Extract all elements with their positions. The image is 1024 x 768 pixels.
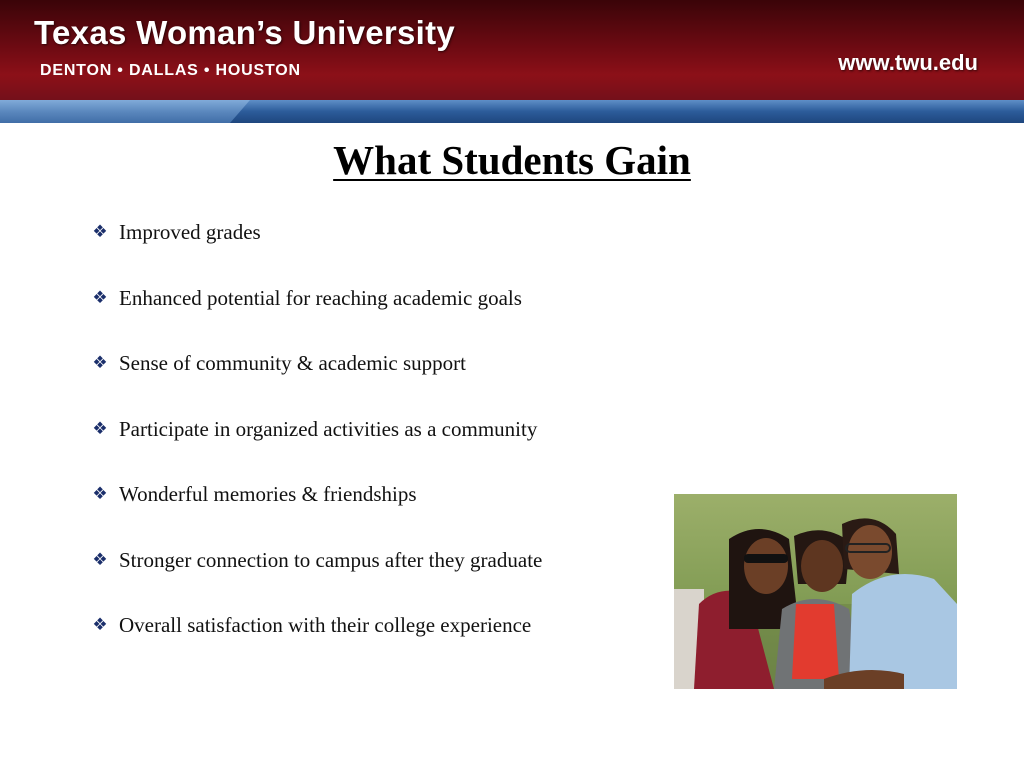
list-item (88, 607, 542, 673)
university-url: www.twu.edu (838, 50, 978, 75)
diamond-bullet-icon: ❖ (92, 287, 108, 307)
university-name: Texas Woman’s University (34, 14, 456, 51)
list-item (88, 345, 542, 411)
diamond-bullet-icon: ❖ (92, 418, 108, 438)
bullet-text: Wonderful memories & friendships (119, 482, 417, 506)
bullet-text: Stronger connection to campus after they graduate (119, 547, 543, 572)
list-item (88, 411, 542, 477)
bullet-text: Improved grades (119, 220, 261, 244)
bullet-text: Overall satisfaction with their college experience (119, 613, 532, 637)
bullet-text: Enhanced potential for reaching academic goals (119, 285, 522, 310)
diamond-bullet-icon: ❖ (92, 615, 108, 634)
diamond-bullet-icon: ❖ (92, 484, 108, 503)
header-stripe-highlight (0, 100, 250, 123)
campus-list: DENTON • DALLAS • HOUSTON (40, 62, 301, 79)
students-photo (674, 494, 957, 689)
list-item (88, 476, 542, 542)
bullet-list (88, 214, 542, 673)
list-item (88, 542, 542, 608)
diamond-bullet-icon: ❖ (92, 353, 108, 372)
bullet-text: Participate in organized activities as a community (119, 416, 538, 441)
diamond-bullet-icon: ❖ (92, 549, 108, 569)
list-item (88, 280, 542, 346)
diamond-bullet-icon: ❖ (92, 222, 108, 241)
bullet-text: Sense of community & academic support (119, 351, 467, 375)
slide-title: What Students Gain (333, 137, 691, 183)
list-item (88, 214, 542, 280)
